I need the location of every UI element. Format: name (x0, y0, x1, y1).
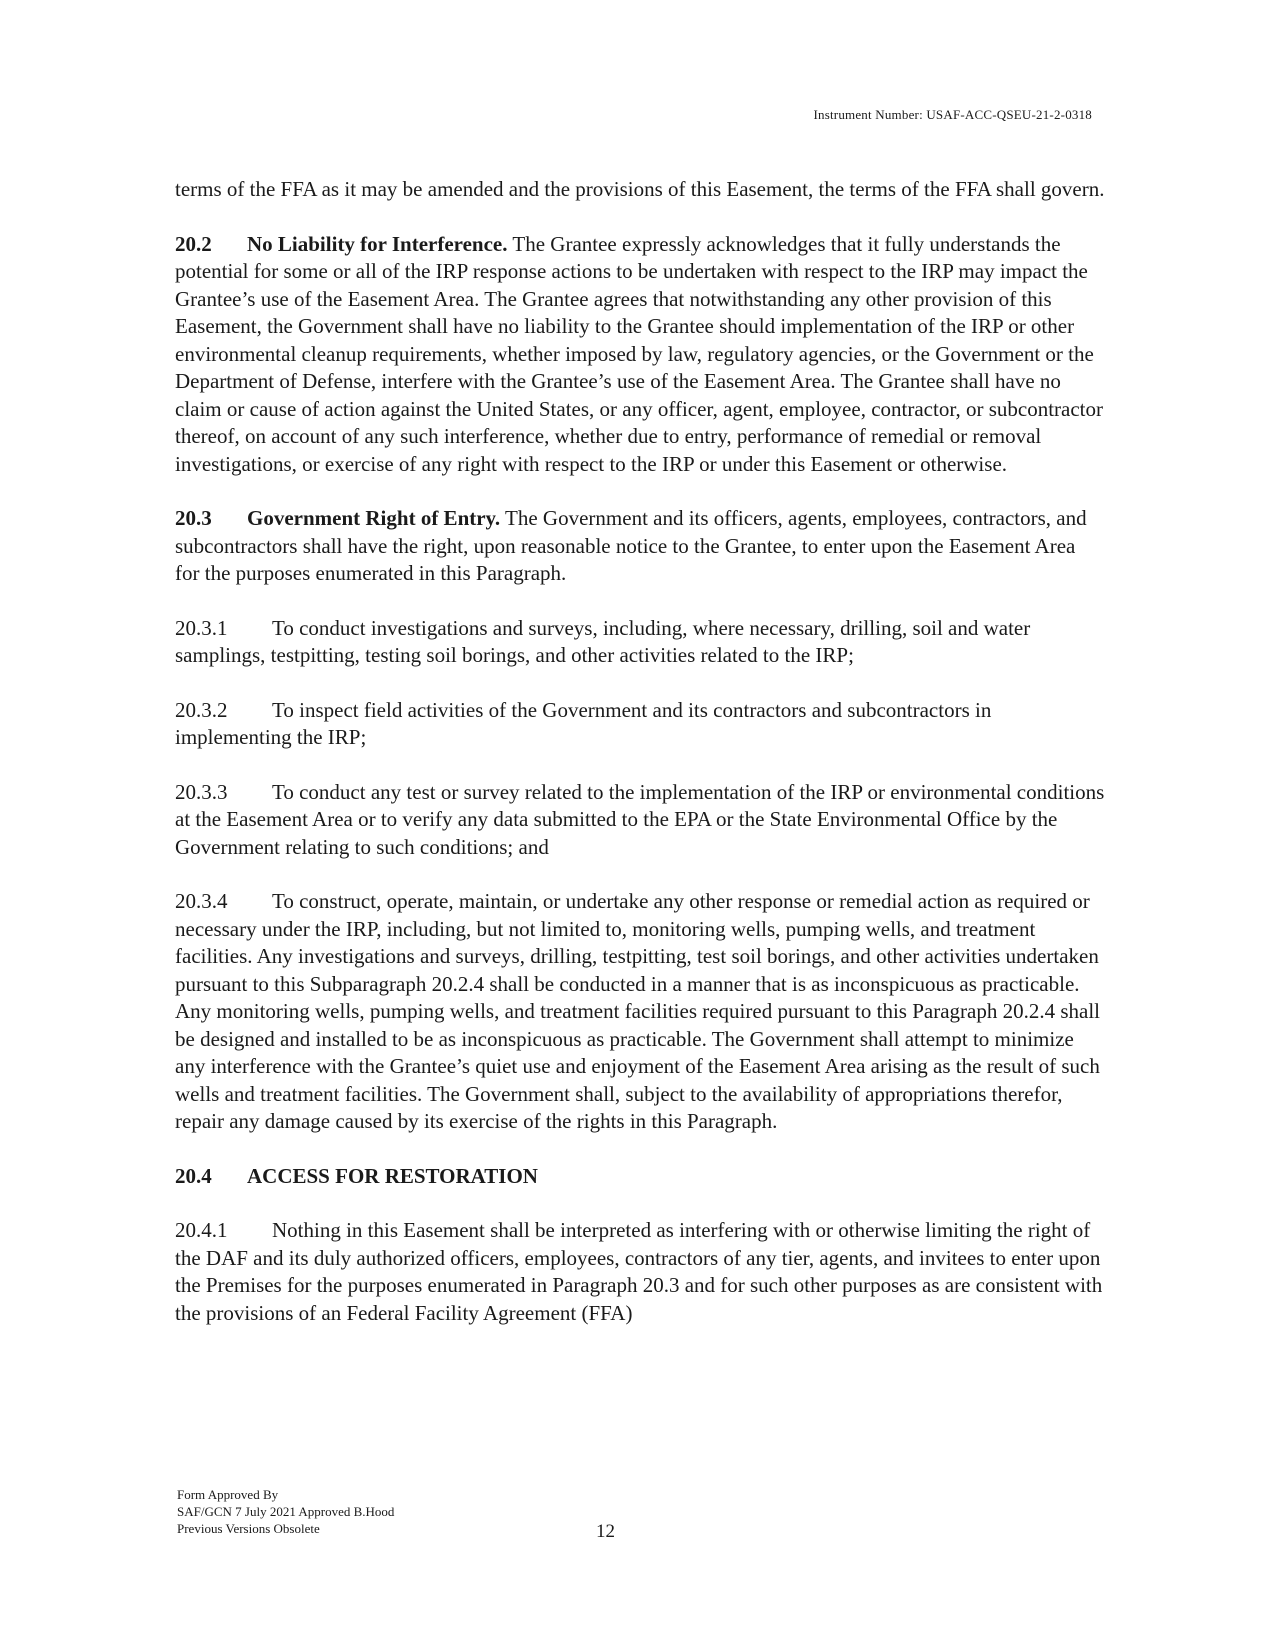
paragraph-number: 20.2 (175, 231, 212, 256)
section-heading-20-4 (175, 1163, 1105, 1191)
paragraph-continuation: terms of the FFA as it may be amended and the provisions of this Easement, the terms of the FFA shall govern. (175, 177, 1105, 201)
form-footer (177, 1486, 394, 1537)
instrument-number: Instrument Number: USAF-ACC-QSEU-21-2-0318 (813, 107, 1092, 122)
paragraph-number: 20.4 (175, 1163, 212, 1188)
paragraph-20-3-1 (175, 615, 1105, 670)
paragraph-text: The Government and its officers, agents, employees, contractors, and subcontractors shall have the right, upon reasonable notice to the Grantee, to enter upon the Easement Area for the purposes enumerated in this Paragraph. (175, 506, 1087, 585)
paragraph-20-3 (175, 505, 1105, 588)
paragraph-heading: Government Right of Entry. (247, 506, 501, 530)
paragraph-text: To inspect field activities of the Government and its contractors and subcontractors in implementing the IRP; (175, 697, 992, 749)
paragraph-20-3-4 (175, 888, 1105, 1136)
paragraph-text: To construct, operate, maintain, or undertake any other response or remedial action as required or necessary under the IRP, including, but not limited to, monitoring wells, pumping wells, and treatment facilities. Any investigations and surveys, drilling, testpitting, test soil borings, and other activities undertaken pursuant to this Subparagraph 20.2.4 shall be conducted in a manner that is as inconspicuous as practicable. Any monitoring wells, pumping wells, and treatment facilities required pursuant to this Paragraph 20.2.4 shall be designed and installed to be as inconspicuous as practicable. The Government shall attempt to minimize any interference with the Grantee’s quiet use and enjoyment of the Easement Area arising as the result of such wells and treatment facilities. The Government shall, subject to the availability of appropriations therefor, repair any damage caused by its exercise of the rights in this Paragraph. (175, 889, 1100, 1133)
paragraph-number: 20.3.2 (175, 697, 228, 722)
paragraph-20-4-1 (175, 1217, 1105, 1327)
paragraph-20-2 (175, 231, 1105, 479)
paragraph-number: 20.3.3 (175, 779, 228, 804)
paragraph-20-3-2 (175, 697, 1105, 752)
paragraph-number: 20.3 (175, 506, 212, 530)
footer-line: Form Approved By (177, 1487, 279, 1502)
document-body (175, 176, 1105, 1354)
paragraph-text: Nothing in this Easement shall be interpreted as interfering with or otherwise limiting the right of the DAF and its duly authorized officers, employees, contractors of any tier, agents, and invitees to enter upon the Premises for the purposes enumerated in Paragraph 20.3 and for such other purposes as are consistent with the provisions of an Federal Facility Agreement (FFA) (175, 1218, 1103, 1325)
paragraph-number: 20.4.1 (175, 1218, 228, 1242)
paragraph-heading: No Liability for Interference. (247, 231, 508, 256)
paragraph-number: 20.3.1 (175, 615, 228, 640)
paragraph-20-3-3 (175, 779, 1105, 862)
paragraph-text: To conduct investigations and surveys, including, where necessary, drilling, soil and water samplings, testpitting, testing soil borings, and other activities related to the IRP; (175, 615, 1031, 667)
footer-line: Previous Versions Obsolete (177, 1521, 320, 1536)
page-number: 12 (596, 1521, 615, 1542)
paragraph-text: To conduct any test or survey related to the implementation of the IRP or environmental conditions at the Easement Area or to verify any data submitted to the EPA or the State Environmental Office by the Government relating to such conditions; and (175, 779, 1105, 859)
footer-line: SAF/GCN 7 July 2021 Approved B.Hood (177, 1504, 395, 1519)
paragraph-number: 20.3.4 (175, 889, 228, 913)
paragraph-heading: ACCESS FOR RESTORATION (247, 1163, 538, 1188)
paragraph-text: The Grantee expressly acknowledges that it fully understands the potential for some or all of the IRP response actions to be undertaken with respect to the IRP may impact the Grantee’s use of the Easement Area. The Grantee agrees that notwithstanding any other provision of this Easement, the Government shall have no liability to the Grantee should implementation of the IRP or other environmental cleanup requirements, whether imposed by law, regulatory agencies, or the Government or the Department of Defense, interfere with the Grantee’s use of the Easement Area. The Grantee shall have no claim or cause of action against the United States, or any officer, agent, employee, contractor, or subcontractor thereof, on account of any such interference, whether due to entry, performance of remedial or removal investigations, or exercise of any right with respect to the IRP or under this Easement or otherwise. (175, 231, 1103, 476)
